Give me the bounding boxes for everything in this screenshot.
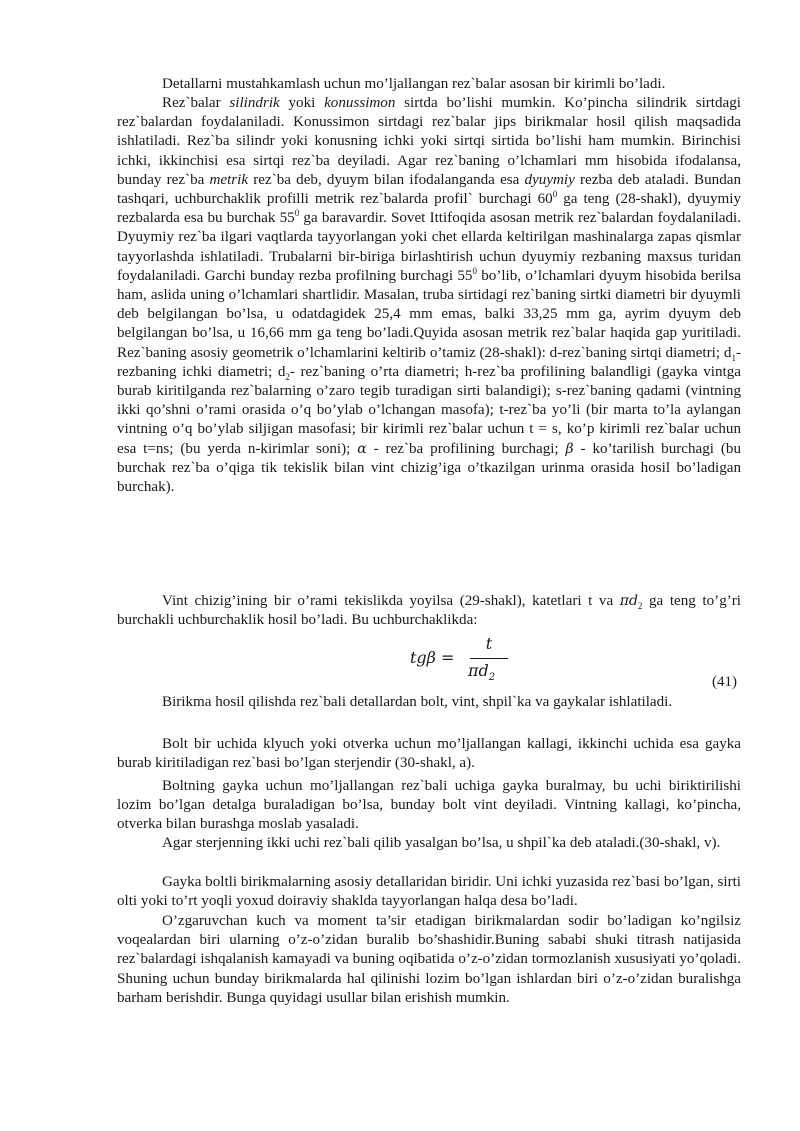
- equation-number: (41): [712, 674, 737, 690]
- p2-text-i: rezba deb ataladi. Bundan tashqari, uchburchaklik profilli metrik rez`balarda profil` burchagi 60: [117, 171, 741, 208]
- formula-denominator-text: πd: [468, 661, 489, 680]
- degree-sup-3: 0: [472, 265, 477, 276]
- formula-lhs: tgβ =: [410, 648, 455, 667]
- alpha-symbol: α: [357, 440, 367, 457]
- p2-text-l: bo’lib, o’lchamlari dyuym hisobida berilsa ham, aslida uning o’lchamlari shartlidir. Masalan, truba sirtidagi rez`baning sirtki diametri bir dyuymli deb belgilangan bo’lsa, u odatdagidek 25,4 mm emas, balki 33,25 mm ga, ayrim dyuym deb belgilangan bo’lsa, u 16,66 mm ga teng bo’ladi.Quyida asosan metrik rez`balar haqida gap yuritiladi. Rez`baning asosiy geometrik o’lchamlarini keltirib o’tamiz (28-shakl): d-rez`baning sirtqi diametri; d: [117, 267, 741, 361]
- degree-sup-1: 0: [552, 188, 558, 199]
- p2-text-e: sirtda bo’lishi mumkin. Ko’pincha silindrik sirtdagi rez`balardan foydalaniladi. Konussimon sirtdagi rez`balar jips birikmalar hosil qilish maqsadida ishlatiladi. Rez`ba silindr yoki konusning ichki yoki sirtqi sirtida bo’lishi ham mumkin. Birinchisi ichki, ikkinchisi esa sirtqi rez`ba deyiladi. Agar rez`baning o’lchamlari mm hisobida ifodalansa, bunday rez`ba: [117, 95, 741, 188]
- p2-text-a: Rez`balar: [162, 95, 230, 111]
- paragraph-9: O’zgaruvchan kuch va moment ta’sir etadigan birikmalardan sodir bo’ladigan ko’ngilsiz voqealardan biri ularning o’z-o’zidan buralib bo’shashidir.Buning sababi shuki titrash natijasida rez`balardagi ishqalanish kamayadi va buning oqibatida o’z-o’zidan tormozlanish xususiyati yo’qoladi. Shuning uchun bunday birikmalarda hal qilinishi lozim bo’lgan ishlardan biri o’z-o’zidan buralishga barham berishdir. Bunga quyidagi usullar bilan erishish mumkin.: [117, 913, 741, 1006]
- formula-denominator: [468, 661, 496, 684]
- p2-text-k: ga baravardir. Sovet Ittifoqida asosan metrik rez`balardan foydalaniladi. Dyuymiy rez`ba ilgari vaqtlarda tayyorlangan yoki chet ellarda keltirilgan mashinalarga zapas qismlar tayyorlashda ishlatiladi. Trubalarni bir-biriga birlashtirish uchun dyuymiy rezbaning maxsus turidan foydalaniladi. Garchi bunday rezba profilning burchagi 55: [117, 210, 741, 284]
- paragraph-6: Boltning gayka uchun mo’ljallangan rez`bali uchiga gayka buralmay, bu uchi biriktirilishi lozim bo’lgan detalga buraladigan bo’lsa, bunday bolt vint deyiladi. Vintning kallagi, ko’pincha, otverka bilan burashga moslab yasaladi.: [117, 778, 741, 833]
- degree-sup-2: 0: [294, 208, 300, 219]
- beta-symbol: β: [565, 440, 574, 457]
- pi-d-symbol: πd: [619, 593, 638, 609]
- paragraph-3: [117, 592, 741, 630]
- p3-text-b: ga teng to’g’ri burchakli uchburchaklik hosil bo’ladi. Bu uchburchaklikda:: [117, 593, 741, 629]
- p2-text-c: yoki: [279, 95, 325, 111]
- subscript-1: 1: [731, 352, 736, 363]
- term-metrik: metrik: [209, 171, 249, 188]
- term-dyuymiy: dyuymiy: [524, 171, 575, 188]
- term-silindrik: silindrik: [229, 95, 280, 111]
- paragraph-2: [117, 94, 741, 497]
- paragraph-4: Birikma hosil qilishda rez`bali detallardan bolt, vint, shpil`ka va gaykalar ishlatiladi.: [162, 694, 673, 710]
- subscript-2: 2: [285, 371, 290, 382]
- p2-text-j: ga teng (28-shakl), dyuymiy rezbalarda esa bu burchak 55: [117, 191, 741, 227]
- fraction-bar: [470, 658, 508, 659]
- paragraph-8: Gayka boltli birikmalarning asosiy detallaridan biridir. Uni ichki yuzasida rez`basi bo’lgan, sirti olti yoki to’rt yoqli yoxud doiraviy shaklda tayyorlangan halqa desa bo’ladi.: [117, 874, 741, 910]
- p2-text-p: - ko’tarilish burchagi (bu burchak rez`ba o’qiga tik tekislik bilan vint chizig’iga o’tkazilgan urinma orasida hosil bo’ladigan burchak).: [117, 440, 741, 496]
- p2-text-n: - rez`baning o’rta diametri; h-rez`ba profilining balandligi (gayka vintga burab kiritilganda rez`balarning o’zaro tegib turadigan sirti balandigi); s-rez`baning qadami (vintning ikki qo’shni o’rami orasida o’q bo’ylab o’lchangan masofa); t-rez`ba yo’li (bir marta to’la aylangan vintning o’q bo’ylab siljigan masofasi; bir kirimli rez`balar uchun t = s, ko’p kirimli rez`balar uchun esa t=ns; (bu yerda n-kirimlar soni);: [117, 363, 741, 457]
- p2-text-m: -rezbaning ichki diametri; d: [117, 344, 741, 380]
- formula-numerator: t: [485, 634, 493, 653]
- p2-text-o: - rez`ba profilining burchagi;: [366, 440, 566, 457]
- p2-text-g: rez`ba deb, dyuym bilan ifodalanganda esa: [248, 171, 525, 188]
- formula-41: [410, 634, 500, 684]
- p3-text-a: Vint chizig’ining bir o’rami tekislikda yoyilsa (29-shakl), katetlari t va: [162, 593, 620, 609]
- formula-denominator-sub: 2: [488, 672, 496, 684]
- pi-d-subscript: 2: [637, 601, 643, 612]
- paragraph-1: Detallarni mustahkamlash uchun mo’ljallangan rez`balar asosan bir kirimli bo’ladi.: [162, 76, 666, 92]
- paragraph-7: Agar sterjenning ikki uchi rez`bali qilib yasalgan bo’lsa, u shpil`ka deb ataladi.(30-shakl, v).: [162, 835, 721, 851]
- term-konussimon: konussimon: [324, 95, 396, 111]
- paragraph-5: Bolt bir uchida klyuch yoki otverka uchun mo’ljallangan kallagi, ikkinchi uchida esa gayka burab kiritiladigan rez`basi bo’lgan sterjendir (30-shakl, a).: [117, 736, 741, 772]
